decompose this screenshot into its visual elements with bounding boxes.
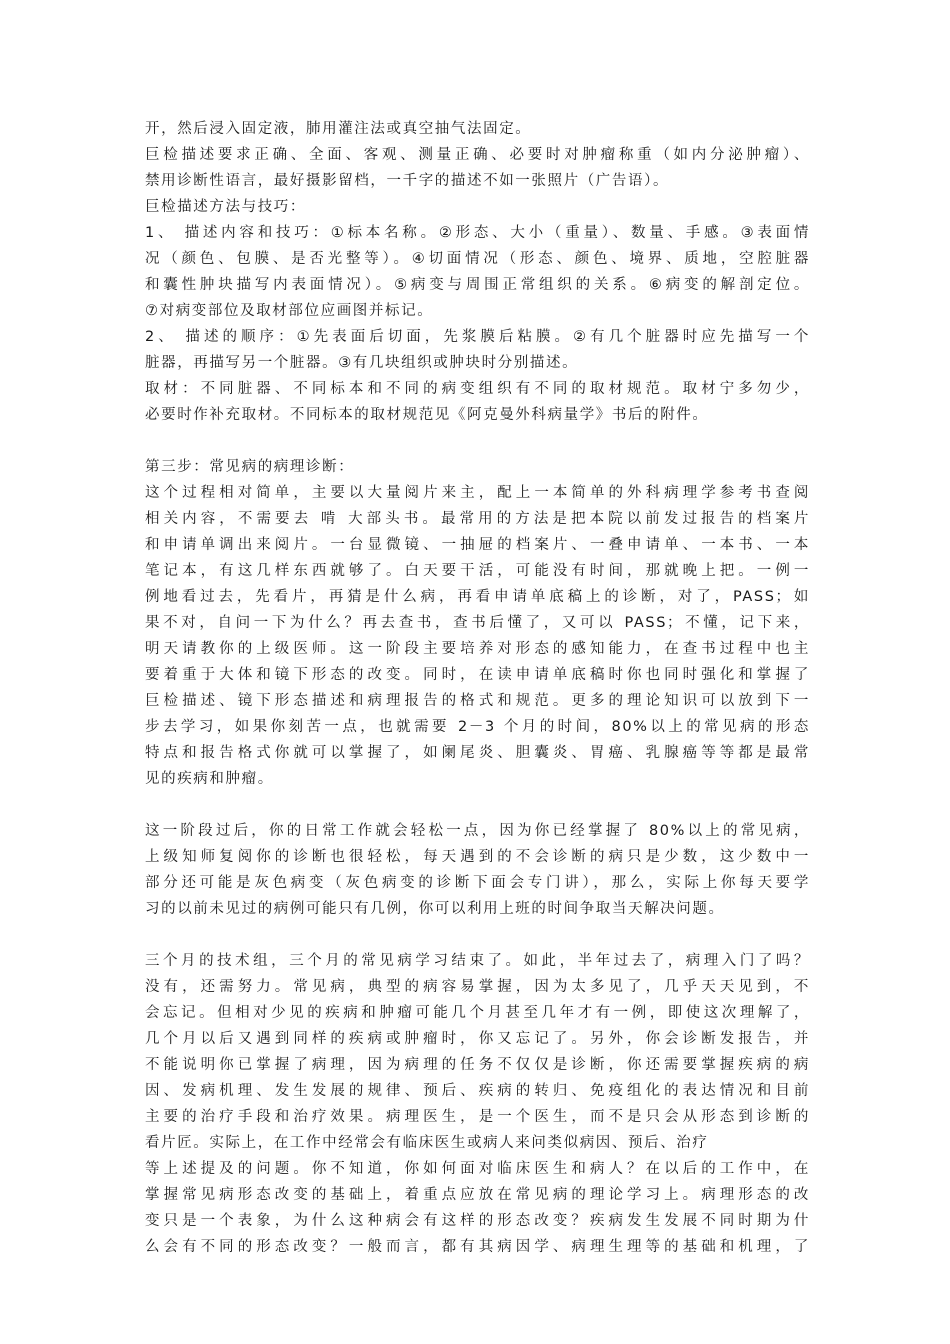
- text-line: 这一阶段过后，你的日常工作就会轻松一点，因为你已经掌握了 80%以上的常见病，: [145, 823, 810, 839]
- text-line: 习的以前未见过的病例可能只有几例，你可以利用上班的时间争取当天解决问题。: [145, 901, 725, 917]
- text-line: 和申请单调出来阅片。一台显微镜、一抽屉的档案片、一叠申请单、一本书、一本: [145, 537, 810, 553]
- text-line: 变只是一个表象，为什么这种病会有这样的形态改变？疾病发生发展不同时期为什: [145, 1213, 810, 1229]
- text-line: 禁用诊断性语言，最好摄影留档，一千字的描述不如一张照片（广告语）。: [145, 173, 670, 189]
- text-line: 这个过程相对简单，主要以大量阅片来主，配上一本简单的外科病理学参考书查阅: [145, 485, 810, 501]
- section-after-stage: [145, 818, 810, 922]
- text-line: 笔记本，有这几样东西就够了。白天要干活，可能没有时间，那就晚上把。一例一: [145, 563, 810, 579]
- text-line: 三个月的技术组，三个月的常见病学习结束了。如此，半年过去了，病理入门了吗？: [145, 953, 810, 969]
- text-line: 开，然后浸入固定液，肺用灌注法或真空抽气法固定。: [145, 121, 532, 137]
- text-line: 步去学习，如果你刻苦一点，也就需要 2－3 个月的时间，80%以上的常见病的形态: [145, 719, 810, 735]
- text-line: 1、 描述内容和技巧：①标本名称。②形态、大小（重量）、数量、手感。③表面情: [145, 225, 810, 241]
- text-line: 么会有不同的形态改变？一般而言，都有其病因学、病理生理等的基础和机理，了: [145, 1239, 810, 1255]
- text-line: 等上述提及的问题。你不知道，你如何面对临床医生和病人？在以后的工作中，在: [145, 1161, 810, 1177]
- text-line: 主要的治疗手段和治疗效果。病理医生，是一个医生，而不是只会从形态到诊断的: [145, 1109, 810, 1125]
- text-line: 例地看过去，先看片，再猜是什么病，再看申请单底稿上的诊断，对了，PASS；如: [145, 589, 810, 605]
- text-line: 脏器，再描写另一个脏器。③有几块组织或肿块时分别描述。: [145, 355, 579, 371]
- text-line: 几个月以后又遇到同样的疾病或肿瘤时，你又忘记了。另外，你会诊断发报告，并: [145, 1031, 810, 1047]
- text-line: 看片匠。实际上，在工作中经常会有临床医生或病人来问类似病因、预后、治疗: [145, 1135, 709, 1151]
- text-line: 不能说明你已掌握了病理，因为病理的任务不仅仅是诊断，你还需要掌握疾病的病: [145, 1057, 810, 1073]
- section-step-three: [145, 454, 810, 792]
- text-line: 2、 描述的顺序：①先表面后切面，先浆膜后粘膜。②有几个脏器时应先描写一个: [145, 329, 810, 345]
- text-line: 因、发病机理、发生发展的规律、预后、疾病的转归、免疫组化的表达情况和目前: [145, 1083, 810, 1099]
- text-line: 和囊性肿块描写内表面情况）。⑤病变与周围正常组织的关系。⑥病变的解剖定位。: [145, 277, 810, 293]
- text-line: ⑦对病变部位及取材部位应画图并标记。: [145, 303, 434, 319]
- text-line: 况（颜色、包膜、是否光整等）。④切面情况（形态、颜色、境界、质地，空腔脏器: [145, 251, 810, 267]
- text-line: 巨检描述方法与技巧：: [145, 199, 306, 215]
- text-line: 必要时作补充取材。不同标本的取材规范见《阿克曼外科病量学》书后的附件。: [145, 407, 709, 423]
- paragraph-gap: [145, 428, 810, 454]
- section-heading: 第三步：常见病的病理诊断：: [145, 459, 355, 475]
- section-six-months: [145, 948, 810, 1260]
- text-line: 取材：不同脏器、不同标本和不同的病变组织有不同的取材规范。取材宁多勿少，: [145, 381, 810, 397]
- text-line: 巨检描述、镜下形态描述和病理报告的格式和规范。更多的理论知识可以放到下一: [145, 693, 810, 709]
- document-body: [145, 116, 810, 1260]
- text-line: 没有，还需努力。常见病，典型的病容易掌握，因为太多见了，几乎天天见到，不: [145, 979, 810, 995]
- section-gross-examination: [145, 116, 810, 428]
- text-line: 掌握常见病形态改变的基础上，着重点应放在常见病的理论学习上。病理形态的改: [145, 1187, 810, 1203]
- text-line: 果不对，自问一下为什么？再去查书，查书后懂了，又可以 PASS；不懂，记下来，: [145, 615, 810, 631]
- text-line: 要着重于大体和镜下形态的改变。同时，在读申请单底稿时你也同时强化和掌握了: [145, 667, 810, 683]
- text-line: 见的疾病和肿瘤。: [145, 771, 274, 787]
- text-line: 会忘记。但相对少见的疾病和肿瘤可能几个月甚至几年才有一例，即使这次理解了，: [145, 1005, 810, 1021]
- text-line: 上级知师复阅你的诊断也很轻松，每天遇到的不会诊断的病只是少数，这少数中一: [145, 849, 810, 865]
- paragraph-gap: [145, 792, 810, 818]
- text-line: 部分还可能是灰色病变（灰色病变的诊断下面会专门讲），那么，实际上你每天要学: [145, 875, 810, 891]
- text-line: 巨检描述要求正确、全面、客观、测量正确、必要时对肿瘤称重（如内分泌肿瘤）、: [145, 147, 810, 163]
- text-line: 明天请教你的上级医师。这一阶段主要培养对形态的感知能力，在查书过程中也主: [145, 641, 810, 657]
- text-line: 特点和报告格式你就可以掌握了，如阑尾炎、胆囊炎、胃癌、乳腺癌等等都是最常: [145, 745, 810, 761]
- paragraph-gap: [145, 922, 810, 948]
- text-line: 相关内容，不需要去 啃 大部头书。最常用的方法是把本院以前发过报告的档案片: [145, 511, 810, 527]
